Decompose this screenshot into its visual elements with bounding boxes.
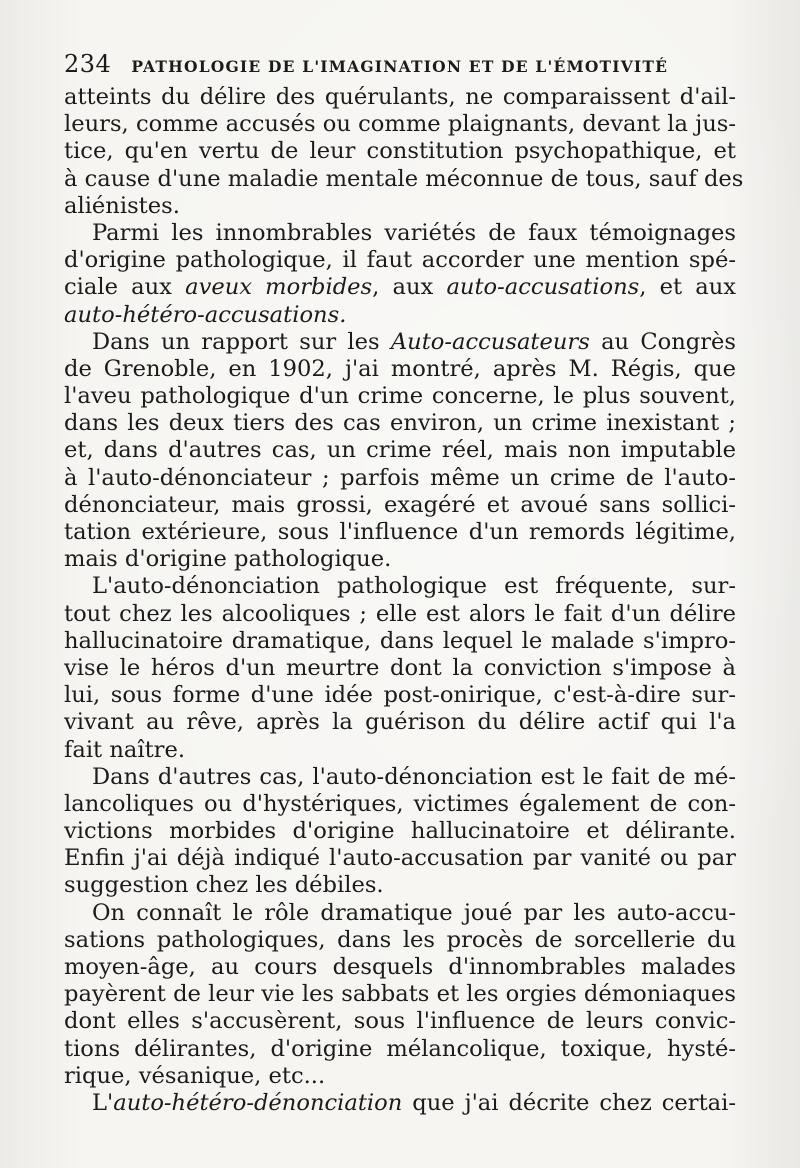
text-line-mixed <box>64 329 736 356</box>
text-line: suggestion chez les débiles. <box>64 872 384 899</box>
text-line: l'aveu pathologique d'un crime concerne, le plus souvent, <box>64 383 736 410</box>
paragraph-6 <box>64 900 736 1090</box>
text-line: et, dans d'autres cas, un crime réel, mais non imputable <box>64 437 736 464</box>
text-run: L' <box>92 1089 114 1116</box>
italic-term: auto-accusations <box>446 274 640 301</box>
text-line-italic <box>64 302 736 329</box>
paragraph-4 <box>64 573 736 763</box>
text-line: lui, sous forme d'une idée post-onirique, c'est-à-dire sur- <box>64 682 736 709</box>
text-line-mixed <box>64 1090 736 1117</box>
italic-term: auto-hétéro-dénonciation <box>113 1089 403 1116</box>
paragraph-1 <box>64 84 744 220</box>
text-line: aliénistes. <box>64 192 180 219</box>
text-line: atteints du délire des quérulants, ne comparaissent d'ail- <box>64 84 736 110</box>
running-header <box>64 50 744 84</box>
text-line: dans les deux tiers des cas environ, un crime inexistant ; <box>64 410 736 437</box>
text-line: moyen-âge, au cours desquels d'innombrables malades <box>64 954 736 980</box>
text-line: tice, qu'en vertu de leur constitution psychopathique, et <box>64 138 736 165</box>
page-number: 234 <box>64 50 112 78</box>
text-line: payèrent de leur vie les sabbats et les orgies démoniaques <box>64 981 736 1008</box>
text-line: Parmi les innombrables variétés de faux témoignages <box>92 219 736 246</box>
text-run: au Congrès <box>589 328 736 355</box>
paragraph-3 <box>64 329 736 574</box>
text-line: hallucinatoire dramatique, dans lequel le malade s'impro- <box>64 627 736 654</box>
text-line: vivant au rêve, après la guérison du délire actif qui l'a <box>64 709 736 736</box>
running-title: PATHOLOGIE DE L'IMAGINATION ET DE L'ÉMOTIVITÉ <box>131 57 669 76</box>
text-line: lancoliques ou d'hystériques, victimes également de con- <box>64 790 736 817</box>
text-run: ciale aux <box>64 274 186 301</box>
body-text <box>64 84 744 1117</box>
text-line: à l'auto-dénonciateur ; parfois même un crime de l'auto- <box>64 464 736 491</box>
text-line: d'origine pathologique, il faut accorder une mention spé- <box>64 247 736 274</box>
text-line: Dans d'autres cas, l'auto-dénonciation est le fait de mé- <box>92 763 736 790</box>
text-line: dénonciateur, mais grossi, exagéré et avoué sans sollici- <box>64 491 736 518</box>
paragraph-5 <box>64 764 736 900</box>
italic-term: Auto-accusateurs <box>390 328 590 355</box>
text-run: Dans un rapport sur les <box>92 328 391 355</box>
text-line: mais d'origine pathologique. <box>64 546 392 573</box>
text-line: On connaît le rôle dramatique joué par les auto-accu- <box>92 899 736 926</box>
text-line: Enfin j'ai déjà indiqué l'auto-accusation par vanité ou par <box>64 845 736 872</box>
text-line: sations pathologiques, dans les procès de sorcellerie du <box>64 926 736 953</box>
italic-term: auto-hétéro-accusations. <box>64 301 347 328</box>
text-run: que j'ai décrite chez certai- <box>402 1089 736 1116</box>
text-line: à cause d'une maladie mentale méconnue de tous, sauf des <box>64 165 744 192</box>
text-line: L'auto-dénonciation pathologique est fréquente, sur- <box>92 573 736 600</box>
text-line: tation extérieure, sous l'influence d'un remords légitime, <box>64 519 736 545</box>
text-line: dont elles s'accusèrent, sous l'influence de leurs convic- <box>64 1008 736 1035</box>
paragraph-2 <box>64 220 736 329</box>
text-line: victions morbides d'origine hallucinatoire et délirante. <box>64 818 736 845</box>
text-line: tions délirantes, d'origine mélancolique, toxique, hysté- <box>64 1035 736 1062</box>
text-line: rique, vésanique, etc... <box>64 1062 326 1089</box>
text-line: leurs, comme accusés ou comme plaignants, devant la jus- <box>64 111 736 138</box>
text-line: fait naître. <box>64 736 186 763</box>
text-run: , aux <box>372 274 447 301</box>
italic-term: aveux morbides <box>185 274 373 301</box>
text-line: tout chez les alcooliques ; elle est alors le fait d'un délire <box>64 600 736 627</box>
text-line: vise le héros d'un meurtre dont la conviction s'impose à <box>64 654 736 681</box>
paragraph-7 <box>64 1090 736 1117</box>
text-line-mixed <box>64 274 736 301</box>
text-run: , et aux <box>639 274 737 301</box>
text-line: de Grenoble, en 1902, j'ai montré, après M. Régis, que <box>64 355 736 382</box>
